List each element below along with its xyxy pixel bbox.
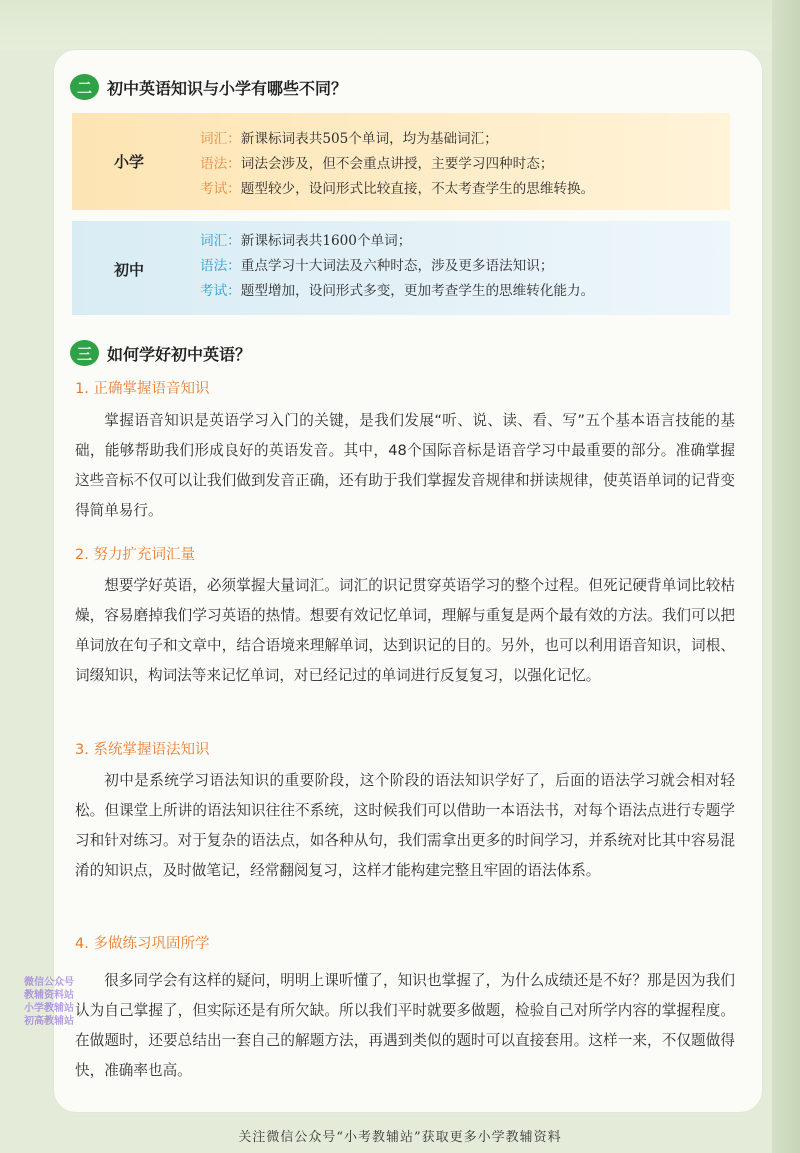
section-3-title: 如何学好初中英语？ xyxy=(107,344,252,364)
tip-1-body: 掌握语音知识是英语学习入门的关键，是我们发展“听、说、读、看、写”五个基本语言技能的基础，能够帮助我们形成良好的英语发音。其中，48个国际音标是语音学习中最重要的部分。准确掌握这些音标不仅可以让我们做到发音正确，还有助于我们掌握发音规律和拼读规律，使英语单词的记背变得简单易行。 xyxy=(75,412,735,519)
tip-2-body: 想要学好英语，必须掌握大量词汇。词汇的识记贯穿英语学习的整个过程。但死记硬背单词比较枯燥，容易磨掉我们学习英语的热情。想要有效记忆单词，理解与重复是两个最有效的方法。我们可以把单词放在句子和文章中，结合语境来理解单词，达到识记的目的。另外，也可以利用语音知识，词根、词缀知识，构词法等来记忆单词，对已经记过的单词进行反复复习，以强化记忆。 xyxy=(75,577,735,684)
scan-top-border xyxy=(0,0,800,50)
primary-line-vocab: 词汇：新课标词表共505个单词，均为基础词汇； xyxy=(200,131,498,147)
primary-line-exam: 考试：题型较少，设问形式比较直接，不太考查学生的思维转换。 xyxy=(200,181,595,197)
junior-line-vocab: 词汇：新课标词表共1600个单词； xyxy=(200,233,412,249)
tip-4-heading: 4. 多做练习巩固所学 xyxy=(75,936,210,952)
footer-note: 关注微信公众号“小考教辅站”获取更多小学教辅资料 xyxy=(238,1130,562,1145)
section-2-header xyxy=(70,74,347,100)
section-2-title: 初中英语知识与小学有哪些不同？ xyxy=(107,78,348,98)
section-2-badge: 二 xyxy=(70,74,99,100)
tip-3-body: 初中是系统学习语法知识的重要阶段，这个阶段的语法知识学好了，后面的语法学习就会相对轻松。但课堂上所讲的语法知识往往不系统，这时候我们可以借助一本语法书，对每个语法点进行专题学习和针对练习。对于复杂的语法点，如各种从句，我们需拿出更多的时间学习，并系统对比其中容易混淆的知识点，及时做笔记，经常翻阅复习，这样才能构建完整且牢固的语法体系。 xyxy=(75,772,735,879)
junior-line-grammar: 语法：重点学习十大词法及六种时态，涉及更多语法知识； xyxy=(200,258,554,274)
primary-line-grammar: 语法：词法会涉及，但不会重点讲授，主要学习四种时态； xyxy=(200,156,554,172)
section-3-header xyxy=(70,340,251,366)
junior-school-box xyxy=(72,221,730,315)
primary-school-box xyxy=(72,113,730,210)
junior-label: 初中 xyxy=(114,261,145,279)
primary-label: 小学 xyxy=(114,153,145,171)
primary-lines xyxy=(200,127,594,202)
tip-4-body: 很多同学会有这样的疑问，明明上课听懂了，知识也掌握了，为什么成绩还是不好？那是因为我们认为自己掌握了，但实际还是有所欠缺。所以我们平时就要多做题，检验自己对所学内容的掌握程度。在做题时，还要总结出一套自己的解题方法，再遇到类似的题时可以直接套用。这样一来，不仅题做得快，准确率也高。 xyxy=(75,972,735,1079)
scan-right-border xyxy=(772,0,800,1153)
section-3-badge: 三 xyxy=(70,340,99,366)
junior-lines xyxy=(200,229,594,304)
tip-1-heading: 1. 正确掌握语音知识 xyxy=(75,381,210,397)
junior-line-exam: 考试：题型增加，设问形式多变，更加考查学生的思维转化能力。 xyxy=(200,283,595,299)
tip-3-heading: 3. 系统掌握语法知识 xyxy=(75,742,210,758)
watermark-stamp: 微信公众号 教辅资料站 小学教辅站 初高教辅站 xyxy=(24,977,74,1027)
tip-2-heading: 2. 努力扩充词汇量 xyxy=(75,547,195,563)
